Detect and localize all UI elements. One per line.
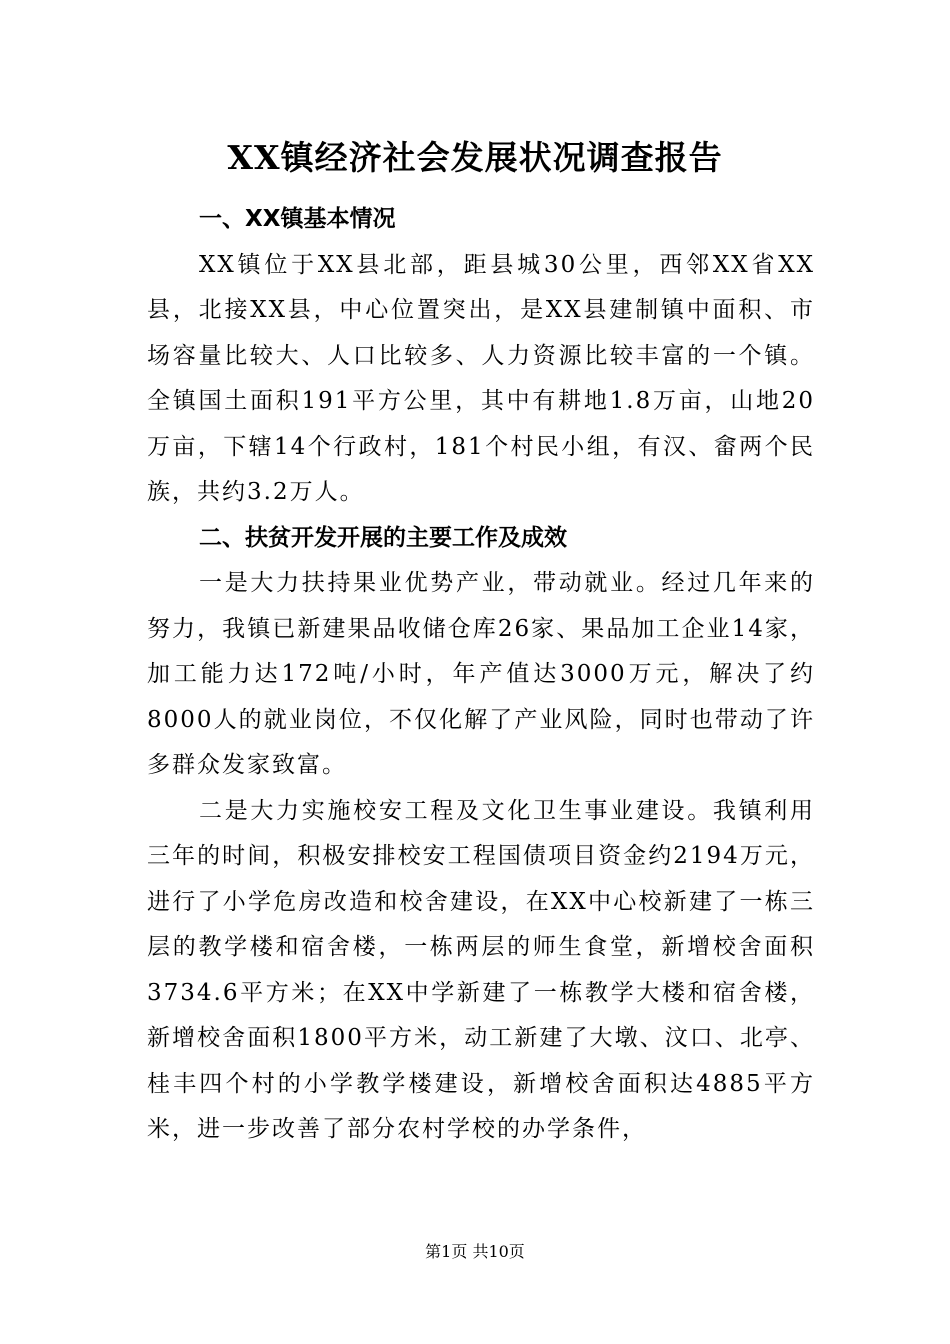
section-heading-basic-info: 一、XX镇基本情况: [199, 206, 396, 232]
paragraph-fruit-industry: 一是大力扶持果业优势产业，带动就业。经过几年来的努力，我镇已新建果品收储仓库26家、果品加工企业14家，加工能力达172吨/小时，年产值达3000万元，解决了约8000人的就业岗位，不仅化解了产业风险，同时也带动了许多群众发家致富。: [147, 570, 815, 778]
section-heading-poverty-alleviation: 二、扶贫开发开展的主要工作及成效: [199, 524, 567, 551]
document-title: XX镇经济社会发展状况调查报告: [227, 138, 723, 177]
document-body: [147, 197, 815, 1153]
paragraph-basic-info: XX镇位于XX县北部，距县城30公里，西邻XX省XX县，北接XX县，中心位置突出，是XX县建制镇中面积、市场容量比较大、人口比较多、人力资源比较丰富的一个镇。全镇国土面积191平方公里，其中有耕地1.8万亩，山地20万亩，下辖14个行政村，181个村民小组，有汉、畲两个民族，共约3.2万人。: [147, 251, 815, 505]
page-number-footer: 第1页 共10页: [425, 1242, 525, 1261]
paragraph-school-safety: 二是大力实施校安工程及文化卫生事业建设。我镇利用三年的时间，积极安排校安工程国债项目资金约2194万元，进行了小学危房改造和校舍建设，在XX中心校新建了一栋三层的教学楼和宿舍楼，一栋两层的师生食堂，新增校舍面积3734.6平方米；在XX中学新建了一栋教学大楼和宿舍楼，新增校舍面积1800平方米，动工新建了大墩、汶口、北亭、桂丰四个村的小学教学楼建设，新增校舍面积达4885平方米，进一步改善了部分农村学校的办学条件，: [147, 797, 815, 1142]
